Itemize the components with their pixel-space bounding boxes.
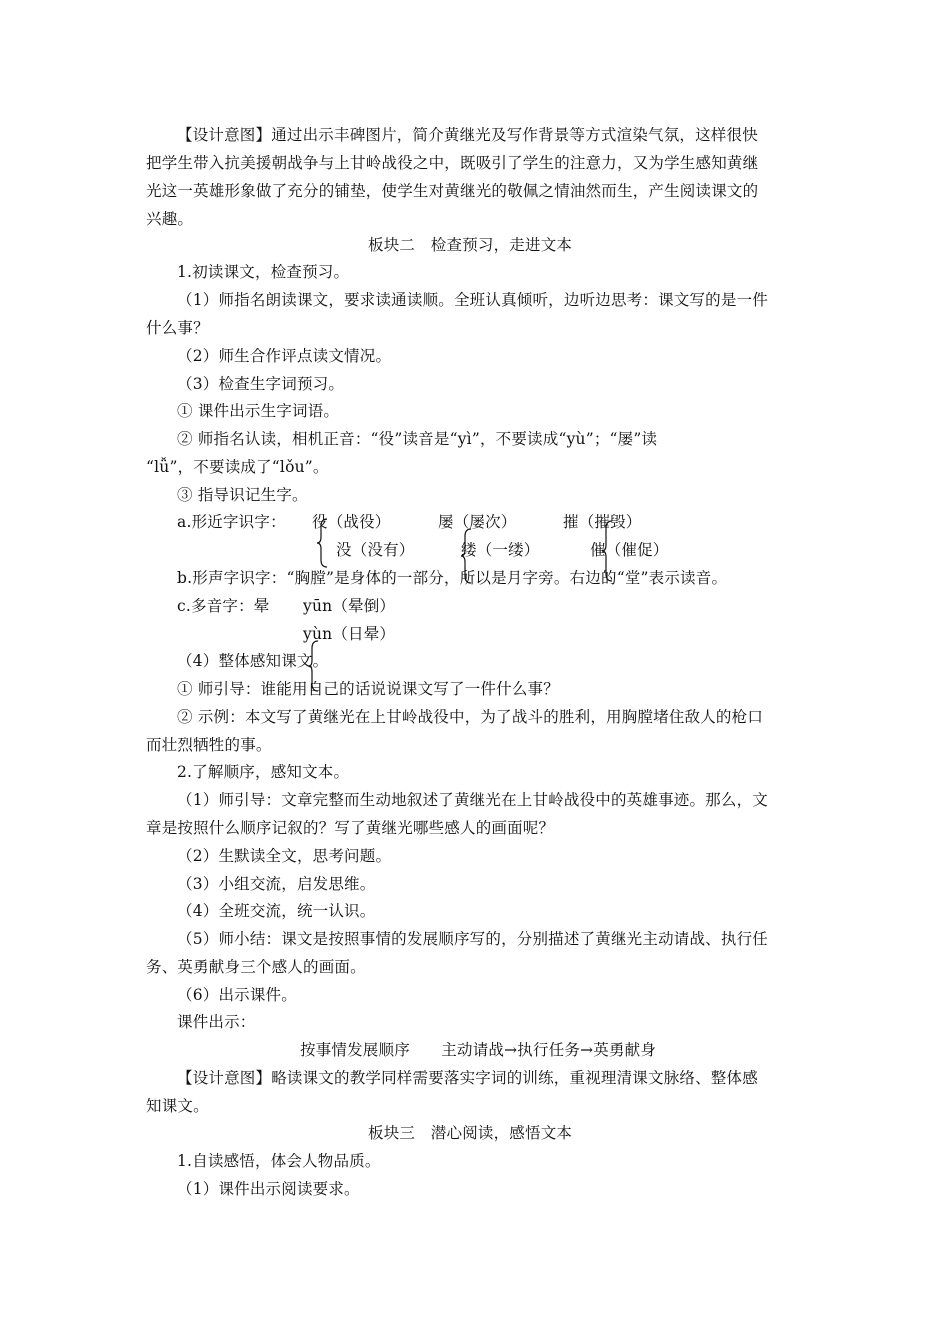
brace-1 <box>316 518 330 568</box>
section-2-p4: （4）整体感知课文。 <box>177 652 329 670</box>
section-2-e5-line-2: 务、英勇献身三个感人的画面。 <box>146 958 366 976</box>
shape-pair-1-top: 役（战役） <box>312 513 391 531</box>
section-2-e2: （2）生默读全文，思考问题。 <box>177 847 392 865</box>
section-2-e5-line-1: （5）师小结：课文是按照事情的发展顺序写的，分别描述了黄继光主动请战、执行任 <box>177 930 768 948</box>
design-intent-line-2: 把学生带入抗美援朝战争与上甘岭战役之中，既吸引了学生的注意力，又为学生感知黄继 <box>146 154 759 172</box>
section-2-d1: ① 师引导：谁能用自己的话说说课文写了一件什么事？ <box>177 680 559 698</box>
design-intent-line-4: 兴趣。 <box>146 210 194 228</box>
section-2-item-1: 1.初读课文，检查预习。 <box>177 263 350 281</box>
shape-pair-3-bottom: 催（催促） <box>590 541 669 559</box>
courseware-content: 按事情发展顺序 主动请战→执行任务→英勇献身 <box>300 1041 657 1059</box>
section-3-title: 板块三 潜心阅读，感悟文本 <box>368 1124 573 1142</box>
section-2-e1-line-2: 章是按照什么顺序记叙的？写了黄继光哪些感人的画面呢？ <box>146 819 555 837</box>
section-2-title: 板块二 检查预习，走进文本 <box>368 236 573 254</box>
section-2-p2: （2）师生合作评点读文情况。 <box>177 347 392 365</box>
design-intent-2-line-2: 知课文。 <box>146 1097 209 1115</box>
section-2-e4: （4）全班交流，统一认识。 <box>177 902 376 920</box>
section-2-e3: （3）小组交流，启发思维。 <box>177 875 376 893</box>
design-intent-line-1: 【设计意图】通过出示丰碑图片，简介黄继光及写作背景等方式渲染气氛，这样很快 <box>177 126 758 144</box>
design-intent-2-line-1: 【设计意图】略读课文的教学同样需要落实字词的训练，重视理清课文脉络、整体感 <box>177 1069 758 1087</box>
section-2-b-line: b.形声字识字：“胸膛”是身体的一部分，所以是月字旁。右边的“堂”表示读音。 <box>177 569 728 587</box>
section-3-item-1: 1.自读感悟，体会人物品质。 <box>177 1152 381 1170</box>
section-2-item-2: 2.了解顺序，感知文本。 <box>177 763 350 781</box>
polyphonic-reading-2: yùn（日晕） <box>303 625 396 643</box>
section-2-c3: ③ 指导识记生字。 <box>177 486 308 504</box>
shape-pair-2-top: 屡（屡次） <box>438 513 517 531</box>
section-2-c2-line-2: “lǚ”，不要读成了“lǒu”。 <box>146 458 329 476</box>
section-2-d2-line-1: ② 示例：本文写了黄继光在上甘岭战役中，为了战斗的胜利，用胸膛堵住敌人的枪口 <box>177 708 764 726</box>
section-2-e6: （6）出示课件。 <box>177 986 297 1004</box>
design-intent-line-3: 光这一英雄形象做了充分的铺垫，使学生对黄继光的敬佩之情油然而生，产生阅读课文的 <box>146 182 759 200</box>
section-2-p1-line-2: 什么事？ <box>146 319 209 337</box>
polyphonic-reading-1: yūn（晕倒） <box>303 597 396 615</box>
section-2-c2-line-1: ② 师指名认读，相机正音：“役”读音是“yì”，不要读成“yù”；“屡”读 <box>177 430 658 448</box>
shape-pair-1-bottom: 没（没有） <box>336 541 415 559</box>
section-2-e1-line-1: （1）师引导：文章完整而生动地叙述了黄继光在上甘岭战役中的英雄事迹。那么，文 <box>177 791 768 809</box>
shape-pair-2-bottom: 缕（一缕） <box>461 541 540 559</box>
shape-similar-label: a.形近字识字： <box>177 513 286 531</box>
section-3-p1: （1）课件出示阅读要求。 <box>177 1180 360 1198</box>
section-2-p1-line-1: （1）师指名朗读课文，要求读通读顺。全班认真倾听，边听边思考：课文写的是一件 <box>177 291 768 309</box>
section-2-d2-line-2: 而壮烈牺牲的事。 <box>146 736 272 754</box>
polyphonic-label: c.多音字：晕 <box>177 597 270 615</box>
courseware-label: 课件出示： <box>177 1013 256 1031</box>
section-2-c1: ① 课件出示生字词语。 <box>177 402 340 420</box>
section-2-p3: （3）检查生字词预习。 <box>177 375 345 393</box>
shape-pair-3-top: 摧（摧毁） <box>563 513 642 531</box>
